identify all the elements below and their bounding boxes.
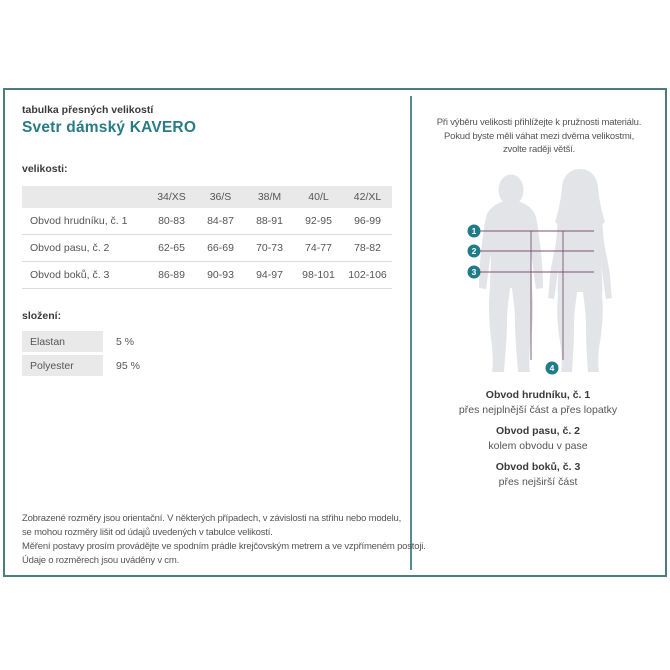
size-value: 74-77 <box>294 235 343 262</box>
marker-2-badge <box>468 245 481 258</box>
material-name: Elastan <box>22 331 103 352</box>
panel-divider <box>410 96 412 570</box>
sizes-heading: velikosti: <box>22 163 68 175</box>
legend-description: přes nejplnější část a přes lopatky <box>458 404 618 416</box>
legend-item <box>413 388 663 418</box>
size-value: 96-99 <box>343 208 392 235</box>
size-value: 88-91 <box>245 208 294 235</box>
table-eyebrow: tabulka přesných velikostí <box>22 104 154 116</box>
marker-3-number: 3 <box>471 267 477 277</box>
size-advice-line: Pokud byste měli váhat mezi dvěma velikostmi, <box>443 130 635 142</box>
size-column-header: 36/S <box>196 186 245 208</box>
composition-row <box>22 355 140 376</box>
legend-description: kolem obvodu v pase <box>488 440 588 452</box>
size-value: 66-69 <box>196 235 245 262</box>
disclaimer-line: Měření postavy prosím provádějte ve spodním prádle krejčovským metrem a ve vzpřímeném postoji. <box>22 541 426 552</box>
disclaimer-line: se mohou rozměry lišit od údajů uvedených v tabulce velikostí. <box>22 527 273 538</box>
legend-item <box>413 460 663 490</box>
marker-2-number: 2 <box>471 246 477 256</box>
disclaimer-text <box>22 512 426 568</box>
disclaimer-line: Údaje o rozměrech jsou uváděny v cm. <box>22 555 180 566</box>
disclaimer-line: Zobrazené rozměry jsou orientační. V některých případech, v závislosti na střihu nebo modelu, <box>22 513 402 524</box>
legend-description: přes nejširší část <box>498 476 578 488</box>
size-column-header: 42/XL <box>343 186 392 208</box>
size-table-corner-cell <box>22 186 147 208</box>
composition-heading: složení: <box>22 310 62 322</box>
legend-title: Obvod pasu, č. 2 <box>495 425 581 437</box>
size-value: 70-73 <box>245 235 294 262</box>
material-share: 95 % <box>116 359 140 372</box>
size-table-header-row <box>22 186 392 208</box>
table-row <box>22 262 392 289</box>
size-value: 78-82 <box>343 235 392 262</box>
size-value: 84-87 <box>196 208 245 235</box>
marker-4-number: 4 <box>549 363 555 373</box>
size-value: 98-101 <box>294 262 343 289</box>
size-advice-text <box>413 116 665 157</box>
table-row <box>22 208 392 235</box>
legend-item <box>413 424 663 454</box>
page-title: Svetr dámský KAVERO <box>22 119 197 136</box>
marker-3-badge <box>468 266 481 279</box>
size-value: 90-93 <box>196 262 245 289</box>
size-value: 62-65 <box>147 235 196 262</box>
size-table <box>22 186 392 289</box>
size-value: 102-106 <box>343 262 392 289</box>
material-name: Polyester <box>22 355 103 376</box>
size-value: 86-89 <box>147 262 196 289</box>
size-value: 80-83 <box>147 208 196 235</box>
size-column-header: 40/L <box>294 186 343 208</box>
measurement-legend <box>413 388 663 496</box>
legend-title: Obvod boků, č. 3 <box>495 461 581 473</box>
composition-table <box>22 331 140 379</box>
material-share: 5 % <box>116 335 135 348</box>
male-silhouette <box>479 175 543 373</box>
female-silhouette <box>548 169 612 372</box>
size-advice-line: Při výběru velikosti přihlížejte k pružnosti materiálu. <box>436 117 642 128</box>
body-measurement-diagram <box>455 160 660 388</box>
size-column-header: 38/M <box>245 186 294 208</box>
measure-row-label: Obvod boků, č. 3 <box>22 262 147 289</box>
legend-title: Obvod hrudníku, č. 1 <box>485 389 591 401</box>
measure-row-label: Obvod hrudníku, č. 1 <box>22 208 147 235</box>
size-value: 94-97 <box>245 262 294 289</box>
measure-row-label: Obvod pasu, č. 2 <box>22 235 147 262</box>
marker-4-badge <box>546 362 559 375</box>
size-value: 92-95 <box>294 208 343 235</box>
marker-1-badge <box>468 225 481 238</box>
composition-row <box>22 331 140 352</box>
size-advice-line: zvolte raději větší. <box>502 144 576 155</box>
marker-1-number: 1 <box>471 226 477 236</box>
size-column-header: 34/XS <box>147 186 196 208</box>
table-row <box>22 235 392 262</box>
